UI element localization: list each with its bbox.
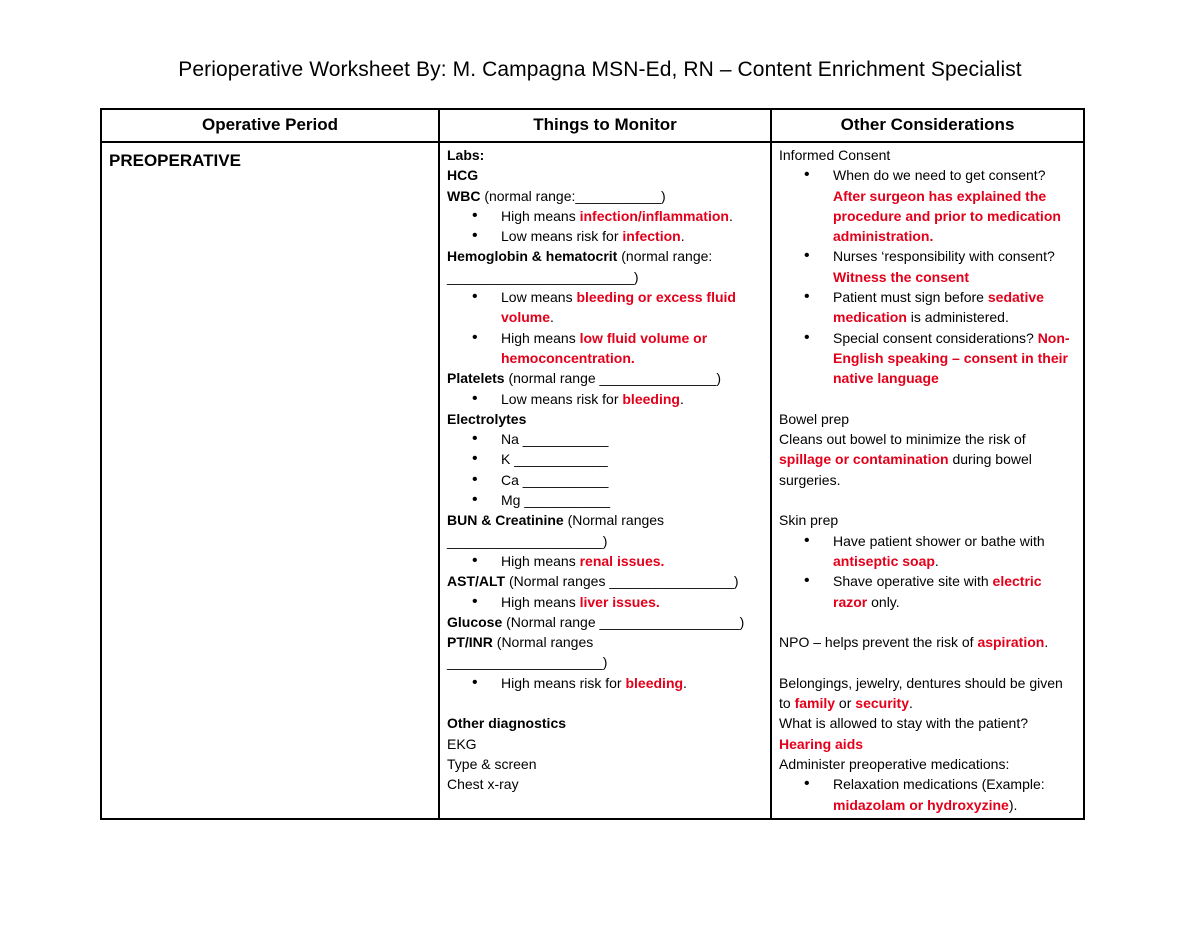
bowel-prep-text: Cleans out bowel to minimize the risk of spillage or contamination during bowel surgeries.: [779, 431, 1032, 488]
glucose-line: Glucose (Normal range __________________): [447, 613, 745, 630]
monitor-cell: [439, 142, 771, 819]
hh-list: [447, 287, 764, 368]
list-item: • Relaxation medications (Example: midazolam or hydroxyzine).: [779, 774, 1077, 815]
list-item: • K ____________: [447, 449, 764, 469]
allowed-question: What is allowed to stay with the patient?: [779, 715, 1029, 732]
platelets-list: [447, 389, 764, 409]
preop-meds-heading: Administer preoperative medications:: [779, 755, 1010, 772]
period-cell: [101, 142, 439, 819]
electrolytes-heading: Electrolytes: [447, 410, 527, 427]
platelets-line: Platelets (normal range _______________): [447, 370, 721, 387]
header-other-considerations: Other Considerations: [771, 109, 1084, 142]
list-item: • Special consent considerations? Non-English speaking – consent in their native language: [779, 328, 1077, 389]
bun-line: BUN & Creatinine (Normal ranges: [447, 512, 665, 529]
list-item: • High means risk for bleeding.: [447, 673, 764, 693]
other-diagnostics-heading: Other diagnostics: [447, 715, 567, 732]
list-item: • High means low fluid volume or hemoconcentration.: [447, 328, 764, 369]
wbc-line: WBC (normal range:___________): [447, 187, 666, 204]
skin-prep-heading: Skin prep: [779, 512, 839, 529]
consent-heading: Informed Consent: [779, 147, 891, 163]
list-item: • Nurses ‘responsibility with consent? Witness the consent: [779, 246, 1077, 287]
list-item: • When do we need to get consent? After surgeon has explained the procedure and prior to medication administration.: [779, 165, 1077, 246]
list-item: • High means infection/inflammation.: [447, 206, 764, 226]
list-item: • High means renal issues.: [447, 551, 764, 571]
list-item: • Low means bleeding or excess fluid volume.: [447, 287, 764, 328]
list-item: • Patient must sign before sedative medication is administered.: [779, 287, 1077, 328]
list-item: • Mg ___________: [447, 490, 764, 510]
list-item: • Na ___________: [447, 429, 764, 449]
worksheet-table: [100, 108, 1085, 820]
ekg-label: EKG: [447, 735, 477, 752]
list-item: • High means liver issues.: [447, 592, 764, 612]
electrolytes-list: [447, 429, 764, 510]
npo-text: NPO – helps prevent the risk of aspiration.: [779, 634, 1049, 651]
bun-range-line: ____________________): [447, 532, 608, 549]
list-item: • Have patient shower or bathe with antiseptic soap.: [779, 531, 1077, 572]
ptinr-range-line: ____________________): [447, 654, 608, 671]
hearing-aids-answer: Hearing aids: [779, 735, 864, 752]
list-item: • Low means risk for bleeding.: [447, 389, 764, 409]
belongings-text: Belongings, jewelry, dentures should be given to family or security.: [779, 674, 1063, 712]
hh-line: Hemoglobin & hematocrit (normal range:: [447, 248, 713, 265]
page-title: Perioperative Worksheet By: M. Campagna MSN-Ed, RN – Content Enrichment Specialist: [178, 58, 1022, 81]
list-item: • Shave operative site with electric razor only.: [779, 571, 1077, 612]
type-screen-label: Type & screen: [447, 755, 537, 772]
header-row: [101, 109, 1084, 142]
skin-prep-list: [779, 531, 1077, 612]
list-item: • Low means risk for infection.: [447, 226, 764, 246]
hh-range-line: ________________________): [447, 268, 639, 285]
bun-list: [447, 551, 764, 571]
consent-list: [779, 165, 1077, 388]
preoperative-row: [101, 142, 1084, 819]
considerations-cell: [771, 142, 1084, 819]
list-item: • Ca ___________: [447, 470, 764, 490]
labs-heading: Labs:: [447, 147, 485, 163]
ptinr-line: PT/INR (Normal ranges: [447, 634, 594, 651]
ast-line: AST/ALT (Normal ranges ________________): [447, 573, 739, 590]
header-things-to-monitor: Things to Monitor: [439, 109, 771, 142]
wbc-list: [447, 206, 764, 247]
chest-xray-label: Chest x-ray: [447, 776, 519, 793]
period-label: PREOPERATIVE: [109, 151, 241, 170]
bowel-prep-heading: Bowel prep: [779, 410, 850, 427]
header-operative-period: Operative Period: [101, 109, 439, 142]
hcg-label: HCG: [447, 167, 479, 184]
ast-list: [447, 592, 764, 612]
ptinr-list: [447, 673, 764, 693]
preop-meds-list: [779, 774, 1077, 815]
